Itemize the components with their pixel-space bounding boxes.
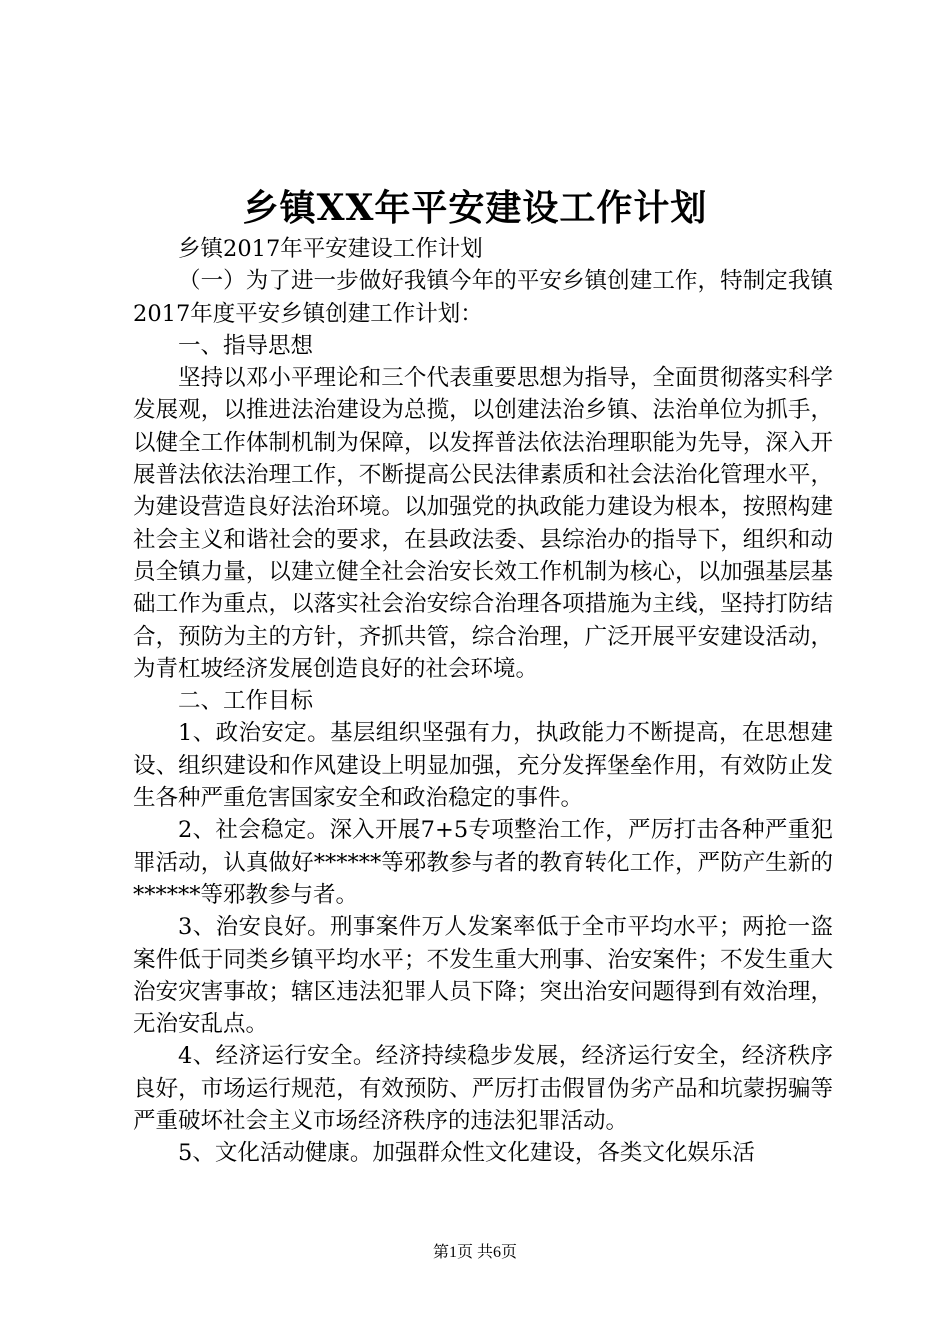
paragraph-guiding-thought: 坚持以邓小平理论和三个代表重要思想为指导，全面贯彻落实科学发展观，以推进法治建设为总揽，以创建法治乡镇、法治单位为抓手，以健全工作体制机制为保障，以发挥普法依法治理职能为先导，深入开展普法依法治理工作，不断提高公民法律素质和社会法治化管理水平，为建设营造良好法治环境。以加强党的执政能力建设为根本，按照构建社会主义和谐社会的要求，在县政法委、县综治办的指导下，组织和动员全镇力量，以建立健全社会治安长效工作机制为核心，以加强基层基础工作为重点，以落实社会治安综合治理各项措施为主线，坚持打防结合，预防为主的方针，齐抓共管，综合治理，广泛开展平安建设活动，为青杠坡经济发展创造良好的社会环境。 [133,365,833,682]
paragraph-intro: （一）为了进一步做好我镇今年的平安乡镇创建工作，特制定我镇2017年度平安乡镇创建工作计划： [133,268,833,327]
paragraph-goal-political: 1、政治安定。基层组织坚强有力，执政能力不断提高，在思想建设、组织建设和作风建设上明显加强，充分发挥堡垒作用，有效防止发生各种严重危害国家安全和政治稳定的事件。 [133,720,833,812]
section-heading-guiding-thought: 一、指导思想 [178,332,314,359]
section-heading-work-goals: 二、工作目标 [178,688,314,715]
page-footer: 第1页 共6页 [432,1244,517,1261]
paragraph-goal-culture: 5、文化活动健康。加强群众性文化建设，各类文化娱乐活 [178,1140,755,1167]
page-title: 乡镇XX年平安建设工作计划 [242,187,708,229]
paragraph-goal-economy: 4、经济运行安全。经济持续稳步发展，经济运行安全，经济秩序良好，市场运行规范，有效预防、严厉打击假冒伪劣产品和坑蒙拐骗等严重破坏社会主义市场经济秩序的违法犯罪活动。 [133,1043,833,1135]
paragraph-goal-security: 3、治安良好。刑事案件万人发案率低于全市平均水平；两抢一盗案件低于同类乡镇平均水平；不发生重大刑事、治安案件；不发生重大治安灾害事故；辖区违法犯罪人员下降；突出治安问题得到有效治理，无治安乱点。 [133,914,833,1038]
document-body [133,233,833,1170]
paragraph-goal-social: 2、社会稳定。深入开展7+5专项整治工作，严厉打击各种严重犯罪活动，认真做好******等邪教参与者的教育转化工作，严防产生新的******等邪教参与者。 [133,817,833,908]
paragraph-subtitle: 乡镇2017年平安建设工作计划 [178,236,483,262]
